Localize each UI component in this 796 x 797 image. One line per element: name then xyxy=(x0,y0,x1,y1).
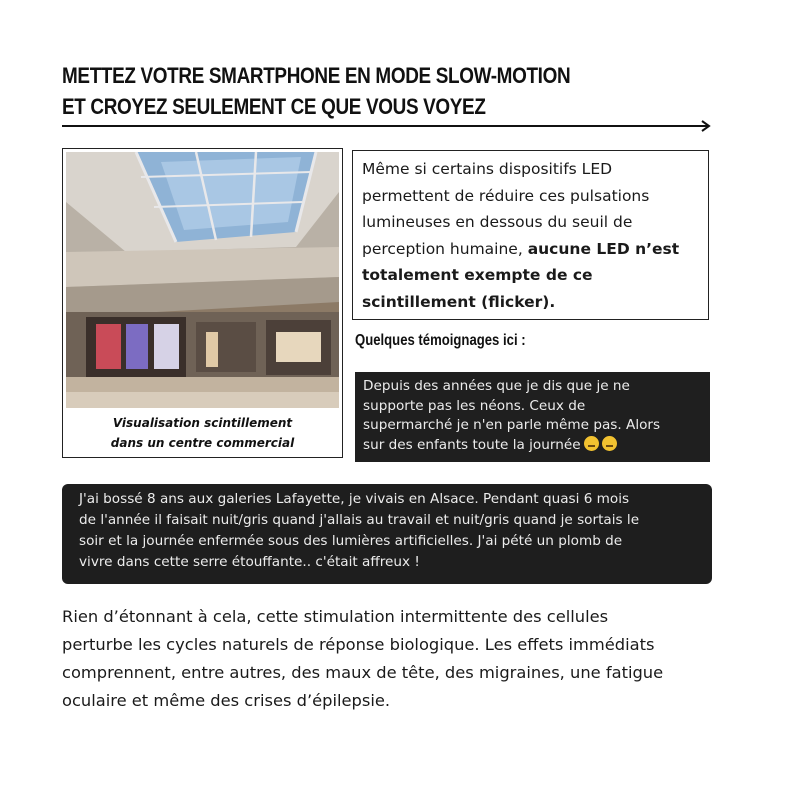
body-paragraph xyxy=(62,603,742,715)
chat2-line-1: J'ai bossé 8 ans aux galeries Lafayette, je vivais en Alsace. Pendant quasi 6 mois xyxy=(79,491,630,507)
photo-caption-line-1: Visualisation scintillement xyxy=(112,416,293,430)
body-line-4: oculaire et même des crises d’épilepsie. xyxy=(62,691,391,710)
headline-line-1: METTEZ VOTRE SMARTPHONE EN MODE SLOW-MOTION xyxy=(62,63,571,88)
chat1-line-2: supporte pas les néons. Ceux de xyxy=(363,397,586,414)
photo-caption xyxy=(63,413,342,453)
info-line-3: lumineuses en dessous du seuil de xyxy=(362,213,633,231)
chat2-line-2: de l'année il faisait nuit/gris quand j'allais au travail et nuit/gris quand je sortais le xyxy=(79,512,640,528)
info-line-6-bold: scintillement (flicker). xyxy=(362,292,556,311)
chat1-line-4: sur des enfants toute la journée xyxy=(363,436,581,453)
testimonials-title: Quelques témoignages ici : xyxy=(355,332,526,349)
info-line-1: Même si certains dispositifs LED xyxy=(362,160,613,178)
testimonial-message-2 xyxy=(62,484,712,584)
screaming-face-icon xyxy=(602,436,617,451)
confused-face-icon xyxy=(584,436,599,451)
info-line-5-bold: totalement exempte de ce xyxy=(362,266,593,284)
chat1-line-3: supermarché je n'en parle même pas. Alors xyxy=(363,417,661,433)
chat2-line-4: vivre dans cette serre étouffante.. c'était affreux ! xyxy=(79,554,420,570)
chat1-line-4-row xyxy=(363,436,710,456)
chat2-line-3: soir et la journée enfermée sous des lumières artificielles. J'ai pété un plomb de xyxy=(79,533,623,549)
info-line-4-bold: aucune LED n’est xyxy=(527,239,680,258)
headline-line-2: ET CROYEZ SEULEMENT CE QUE VOUS VOYEZ xyxy=(62,94,486,119)
body-line-2: perturbe les cycles naturels de réponse biologique. Les effets immédiats xyxy=(62,635,655,654)
info-line-2: permettent de réduire ces pulsations xyxy=(362,186,650,205)
arrow-right-icon xyxy=(62,118,714,134)
info-line-4-plain: perception humaine, xyxy=(362,239,528,258)
headline xyxy=(62,60,571,122)
info-line-6 xyxy=(362,289,708,316)
body-line-1: Rien d’étonnant à cela, cette stimulation intermittente des cellules xyxy=(62,607,609,626)
info-line-4 xyxy=(362,236,708,263)
photo-card xyxy=(62,148,343,458)
photo-caption-line-2: dans un centre commercial xyxy=(110,436,295,450)
body-line-3: comprennent, entre autres, des maux de tête, des migraines, une fatigue xyxy=(62,663,664,682)
info-line-5 xyxy=(362,262,708,289)
testimonial-message-1 xyxy=(355,372,710,462)
mall-photo xyxy=(66,152,339,408)
chat1-line-1: Depuis des années que je dis que je ne xyxy=(363,378,630,394)
info-box xyxy=(352,150,709,320)
